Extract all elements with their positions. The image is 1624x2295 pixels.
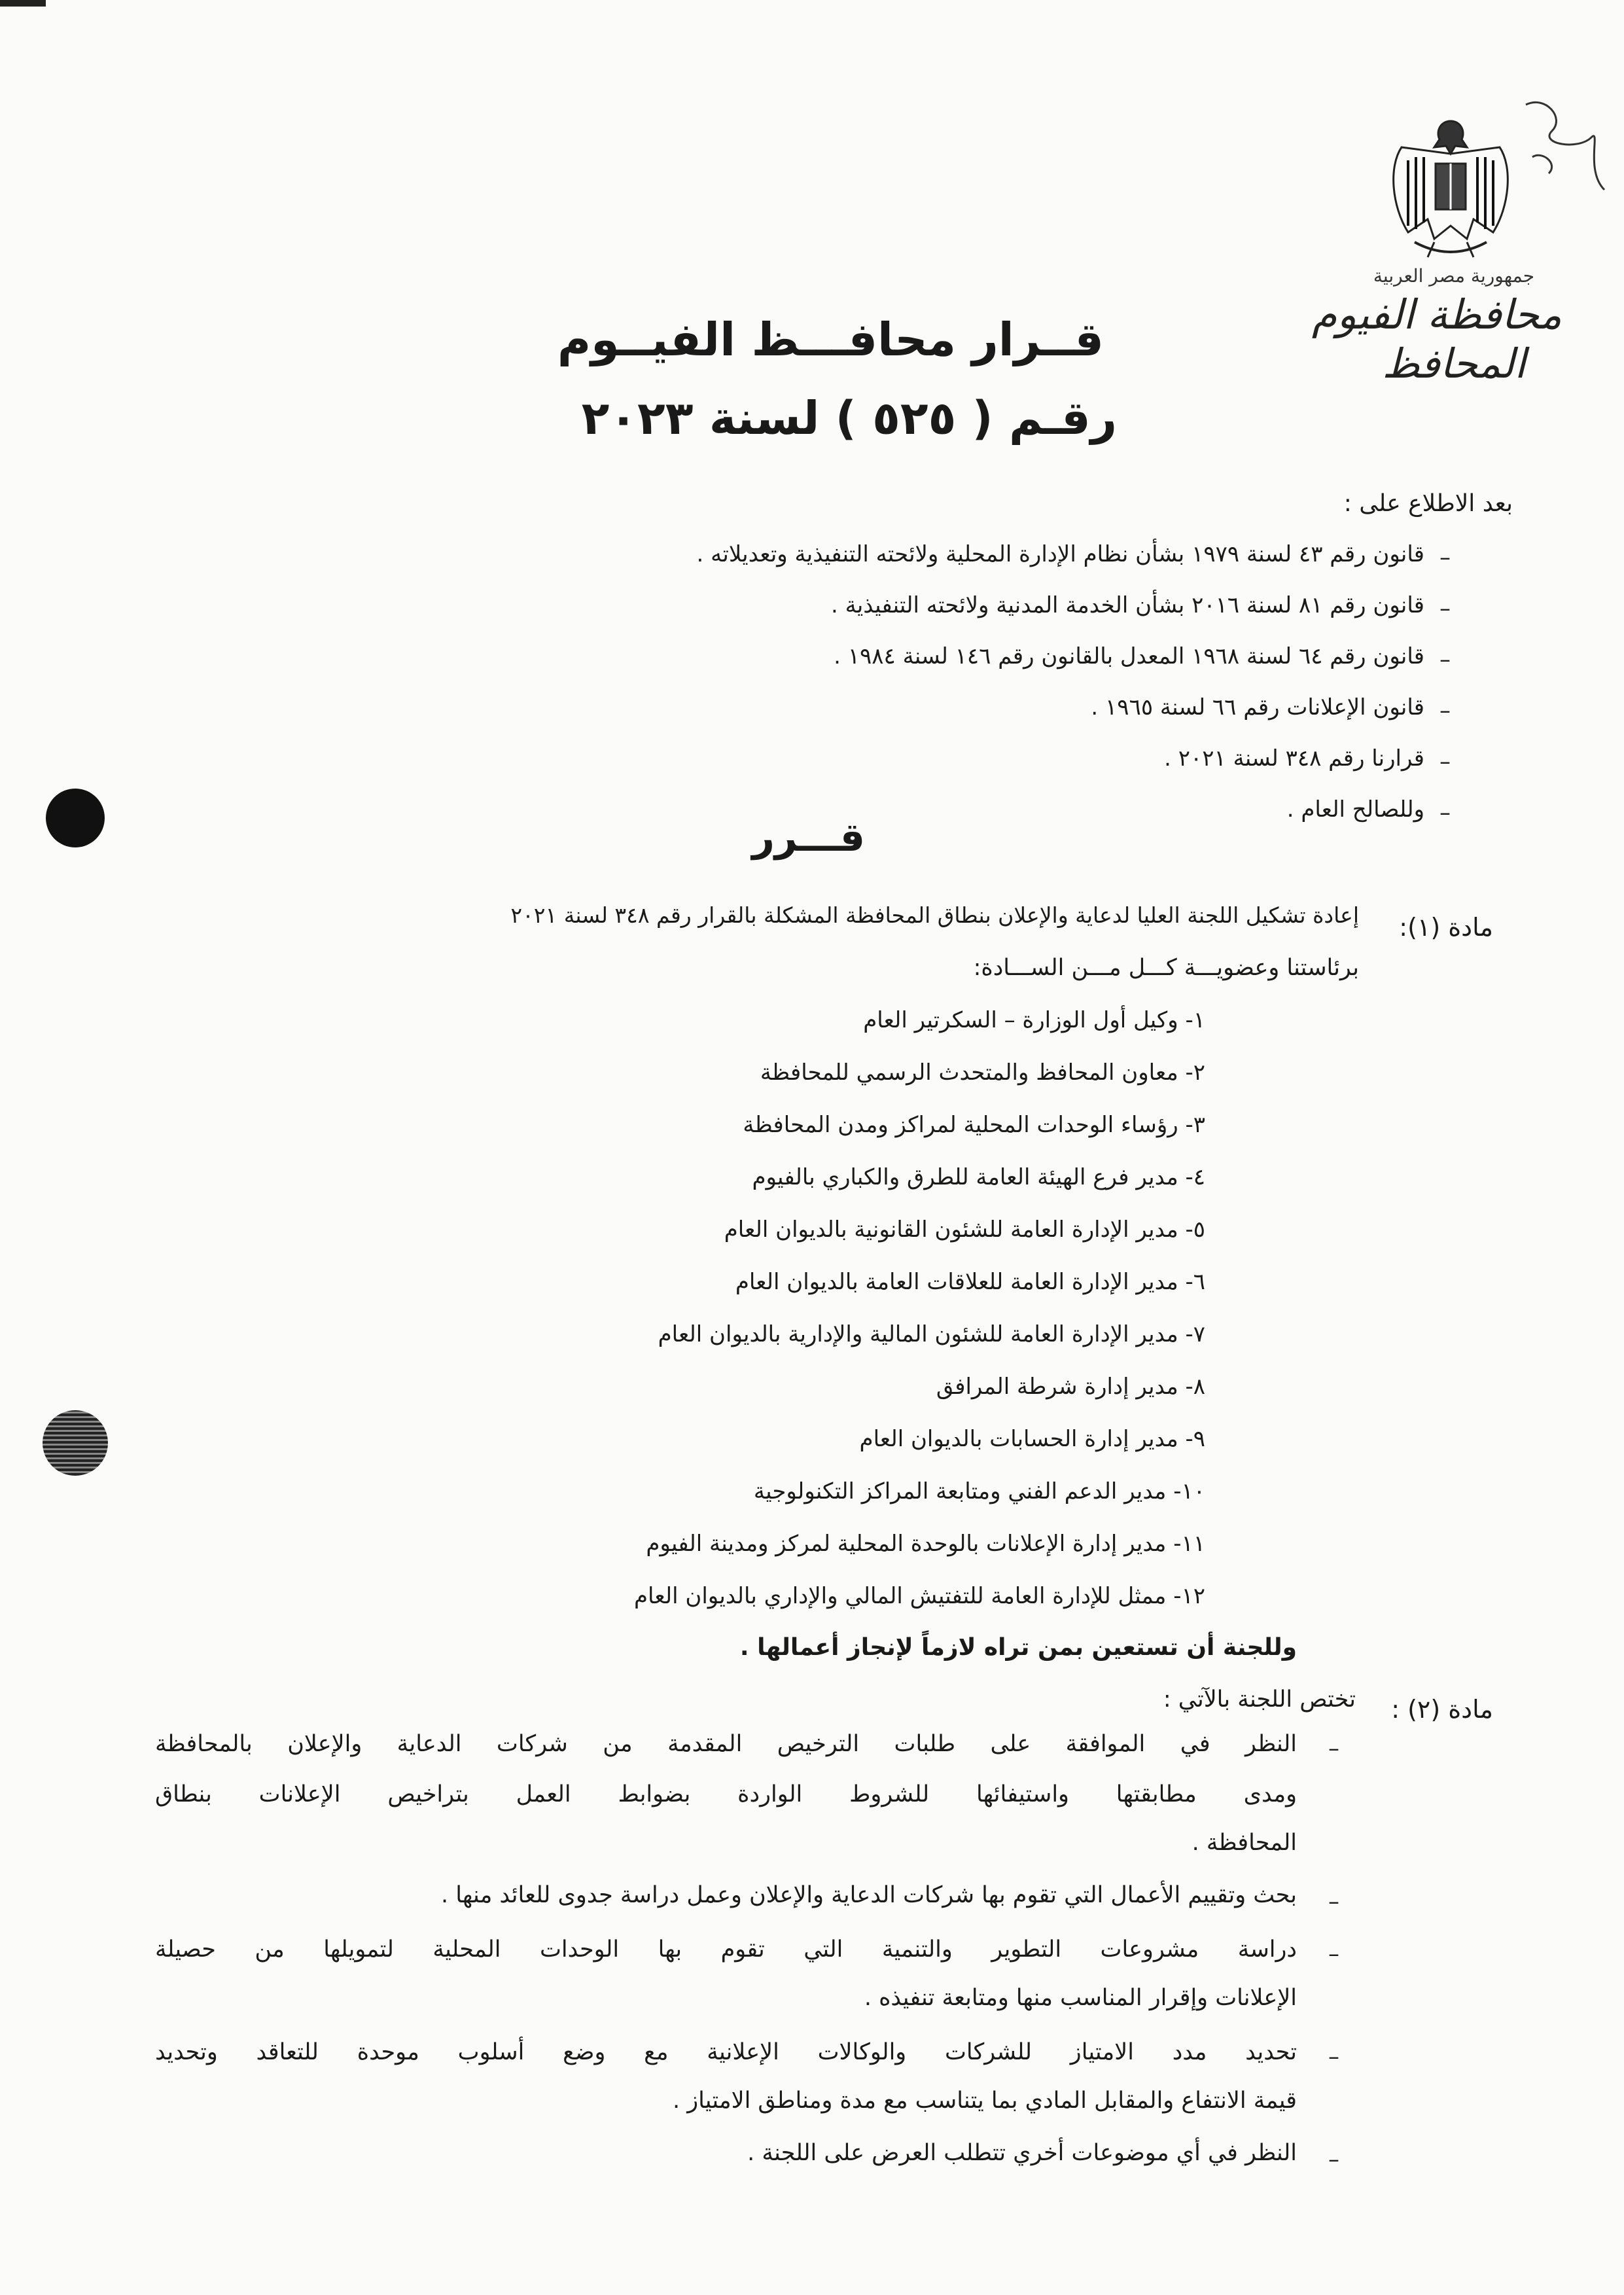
- scan-mark: [0, 0, 46, 7]
- eagle-emblem-icon: [1362, 108, 1539, 265]
- preamble-item: وللصالح العام .: [1286, 796, 1424, 823]
- seal-governor: المحافظ: [1382, 340, 1526, 387]
- bullet-dash: –: [1328, 2146, 1339, 2173]
- member-item: ٧- مدير الإدارة العامة للشئون المالية والإدارية بالديوان العام: [658, 1321, 1205, 1347]
- bullet-dash: –: [1439, 596, 1451, 622]
- article-1-text: برئاستنا وعضويـــة كـــل مـــن الســـادة:: [973, 955, 1359, 981]
- preamble-item: قانون رقم ٨١ لسنة ٢٠١٦ بشأن الخدمة المدنية ولائحته التنفيذية .: [830, 592, 1424, 618]
- punch-hole-bottom: [43, 1410, 108, 1476]
- article-2-item-line: ومدى مطابقتها واستيفائها للشروط الواردة بضوابط العمل بتراخيص الإعلانات بنطاق: [155, 1781, 1297, 1807]
- seal-country: جمهورية مصر العربية: [1373, 265, 1535, 287]
- article-2-label: مادة (٢) :: [1391, 1695, 1493, 1724]
- decision-heading: قـــرر: [752, 815, 865, 861]
- article-2-item-line: دراسة مشروعات التطوير والتنمية التي تقوم بها الوحدات المحلية لتمويلها من حصيلة: [155, 1936, 1297, 1963]
- bullet-dash: –: [1439, 698, 1451, 724]
- handwritten-mark: [1519, 92, 1611, 203]
- preamble-item: قرارنا رقم ٣٤٨ لسنة ٢٠٢١ .: [1164, 745, 1424, 772]
- member-item: ١- وكيل أول الوزارة – السكرتير العام: [863, 1007, 1205, 1033]
- bullet-dash: –: [1439, 749, 1451, 775]
- preamble-item: قانون الإعلانات رقم ٦٦ لسنة ١٩٦٥ .: [1091, 694, 1424, 721]
- article-2-item-line: النظر في الموافقة على طلبات الترخيص المقدمة من شركات الدعاية والإعلان بالمحافظة: [155, 1731, 1297, 1757]
- bullet-dash: –: [1439, 647, 1451, 673]
- article-1-closing: وللجنة أن تستعين بمن تراه لازماً لإنجاز أعمالها .: [739, 1634, 1297, 1661]
- decree-number: رقـم ( ٥٢٥ ) لسنة ٢٠٢٣: [581, 391, 1117, 445]
- preamble-item: قانون رقم ٦٤ لسنة ١٩٦٨ المعدل بالقانون رقم ١٤٦ لسنة ١٩٨٤ .: [834, 643, 1424, 669]
- member-item: ١٠- مدير الدعم الفني ومتابعة المراكز التكنولوجية: [753, 1478, 1205, 1504]
- member-item: ١١- مدير إدارة الإعلانات بالوحدة المحلية لمركز ومدينة الفيوم: [646, 1531, 1205, 1557]
- decree-title: قــرار محافـــظ الفيــوم: [557, 313, 1104, 366]
- member-item: ٦- مدير الإدارة العامة للعلاقات العامة بالديوان العام: [735, 1269, 1205, 1295]
- member-item: ٤- مدير فرع الهيئة العامة للطرق والكباري بالفيوم: [752, 1164, 1205, 1190]
- bullet-dash: –: [1439, 800, 1451, 826]
- governor-seal: [1311, 265, 1562, 387]
- article-2-intro: تختص اللجنة بالآتي :: [1163, 1686, 1356, 1713]
- article-1-label: مادة (١):: [1399, 913, 1493, 942]
- member-item: ١٢- ممثل للإدارة العامة للتفتيش المالي والإداري بالديوان العام: [633, 1583, 1205, 1609]
- member-item: ٩- مدير إدارة الحسابات بالديوان العام: [859, 1426, 1205, 1452]
- member-item: ٨- مدير إدارة شرطة المرافق: [936, 1374, 1205, 1400]
- member-item: ٢- معاون المحافظ والمتحدث الرسمي للمحافظة: [760, 1059, 1205, 1086]
- article-2-item-line: المحافظة .: [1192, 1830, 1297, 1856]
- bullet-dash: –: [1328, 1889, 1339, 1915]
- bullet-dash: –: [1439, 544, 1451, 571]
- bullet-dash: –: [1328, 2044, 1339, 2070]
- article-2-item-line: قيمة الانتفاع والمقابل المادي بما يتناسب مع مدة ومناطق الامتياز .: [672, 2088, 1297, 2114]
- article-2-item-line: تحديد مدد الامتياز للشركات والوكالات الإعلانية مع وضع أسلوب موحدة للتعاقد وتحديد: [155, 2039, 1297, 2065]
- preamble-intro: بعد الاطلاع على :: [1343, 490, 1513, 517]
- punch-hole-top: [46, 789, 105, 847]
- article-1-text: إعادة تشكيل اللجنة العليا لدعاية والإعلان بنطاق المحافظة المشكلة بالقرار رقم ٣٤٨ لسنة ٢٠٢١: [510, 902, 1359, 928]
- preamble-item: قانون رقم ٤٣ لسنة ١٩٧٩ بشأن نظام الإدارة المحلية ولائحته التنفيذية وتعديلاته .: [696, 541, 1424, 567]
- article-2-item-line: النظر في أي موضوعات أخري تتطلب العرض على اللجنة .: [747, 2140, 1297, 2166]
- bullet-dash: –: [1328, 1735, 1339, 1762]
- seal-governorate: محافظة الفيوم: [1311, 291, 1562, 338]
- member-item: ٣- رؤساء الوحدات المحلية لمراكز ومدن المحافظة: [743, 1112, 1205, 1138]
- bullet-dash: –: [1328, 1941, 1339, 1967]
- article-2-item-line: الإعلانات وإقرار المناسب منها ومتابعة تنفيذه .: [864, 1985, 1297, 2011]
- article-2-item-line: بحث وتقييم الأعمال التي تقوم بها شركات الدعاية والإعلان وعمل دراسة جدوى للعائد منها .: [440, 1882, 1297, 1908]
- member-item: ٥- مدير الإدارة العامة للشئون القانونية بالديوان العام: [724, 1217, 1205, 1243]
